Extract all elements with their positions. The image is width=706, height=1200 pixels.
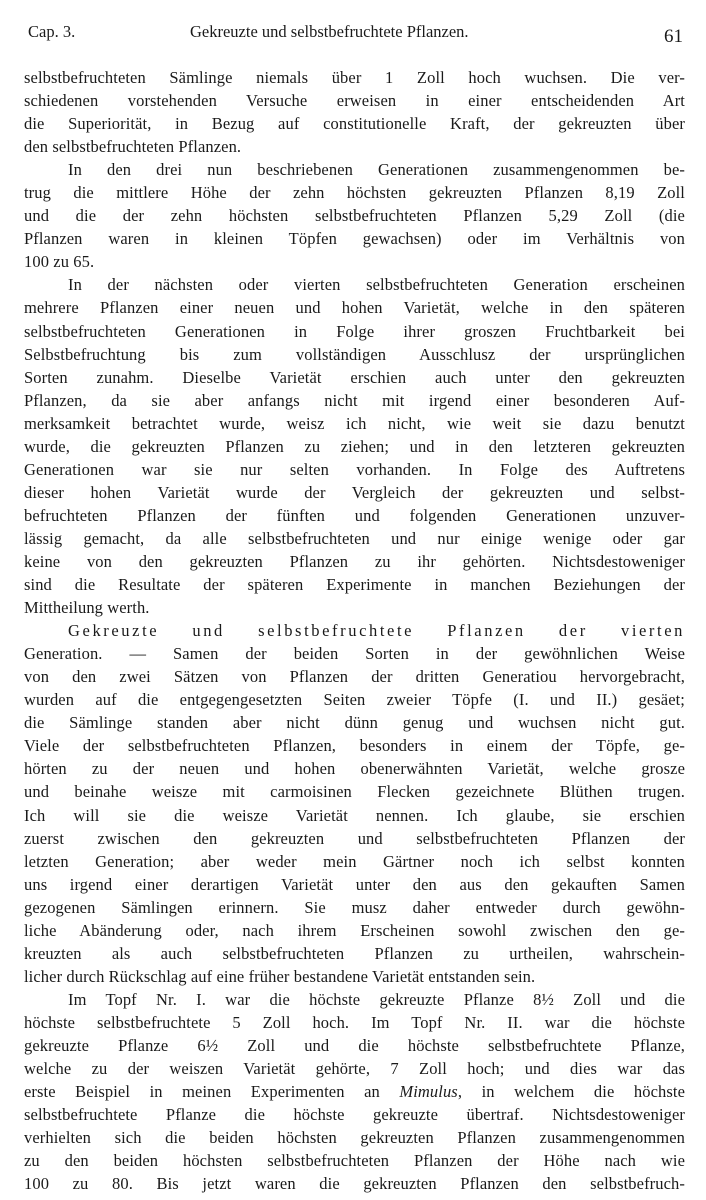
text-line: die Superiorität, in Bezug auf constitutionelle Kraft, der gekreuzten über [24,114,685,134]
chapter-label: Cap. 3. [28,22,76,41]
text-line: wurden auf die entgegengesetzten Seiten zweier Töpfe (I. und II.) gesäet; [24,690,685,710]
text-line: zuerst zwischen den gekreuzten und selbstbefruchteten Pflanzen der [24,828,685,848]
text-line: keine von den gekreuzten Pflanzen zu ihr gehörten. Nichtsdestoweniger [24,551,685,571]
text-line: In der nächsten oder vierten selbstbefruchteten Generation erscheinen [68,275,685,295]
text-line: mehrere Pflanzen einer neuen und hohen Varietät, welche in den späteren [24,298,685,318]
text-line: schiedenen vorstehenden Versuche erweisen in einer entscheidenden Art [24,91,685,111]
text-line: erste Beispiel in meinen Experimenten an Mimulus, in welchem die höchste [24,1082,685,1102]
text-line: selbstbefruchteten Sämlinge niemals über 1 Zoll hoch wuchsen. Die ver- [24,68,685,87]
text-line: trug die mittlere Höhe der zehn höchsten gekreuzten Pflanzen 8,19 Zoll [24,183,685,203]
text-line: den selbstbefruchteten Pflanzen. [24,137,242,157]
text-line: liche Abänderung oder, nach ihrem Erscheinen sowohl zwischen den ge- [24,920,685,940]
text-line: selbstbefruchteten Generationen in Folge ihrer groszen Fruchtbarkeit bei [24,321,685,341]
text-line: Sorten zunahm. Dieselbe Varietät erschien auch unter den gekreuzten [24,367,685,387]
page-number: 61 [664,26,683,47]
text-line: wurde, die gekreuzten Pflanzen zu ziehen; und in den letzteren gekreuzten [24,436,685,456]
text-line: welche zu der weiszen Varietät gehörte, 7 Zoll hoch; und dies war das [24,1059,685,1079]
text-line: merksamkeit betrachtet wurde, weisz ich nicht, wie weit sie dazu benutzt [24,413,685,433]
text-line: Pflanzen, da sie aber anfangs nicht mit irgend einer besonderen Auf- [24,390,685,410]
text-line: Generation. — Samen der beiden Sorten in der gewöhnlichen Weise [24,644,685,664]
text-line: hörten zu der neuen und hohen obenerwähnten Varietät, welche grosze [24,759,685,779]
text-line: gekreuzte Pflanze 6½ Zoll und die höchste selbstbefruchtete Pflanze, [24,1035,685,1055]
italic-term: Mimulus [399,1082,458,1102]
text-line: lässig gemacht, da alle selbstbefruchteten und nur einige wenige oder gar [24,528,685,548]
text-line: Pflanzen waren in kleinen Töpfen gewachsen) oder im Verhältnis von [24,229,685,249]
text-line: letzten Generation; aber weder mein Gärtner noch ich selbst konnten [24,851,685,871]
text-line: Generationen war sie nur selten vorhanden. In Folge des Auftretens [24,459,685,479]
text-line: 100 zu 65. [24,252,95,272]
text-line: Mittheilung werth. [24,598,150,618]
text-line: uns irgend einer derartigen Varietät unter den aus den gekauften Samen [24,874,685,894]
text-line: die Sämlinge standen aber nicht dünn genug und wuchsen nicht gut. [24,713,685,733]
running-header [28,22,683,52]
text-line: dieser hohen Varietät wurde der Vergleich der gekreuzten und selbst- [24,482,685,502]
text-line: sind die Resultate der späteren Experimente in manchen Beziehungen der [24,575,685,595]
text-line: selbstbefruchtete Pflanze die höchste gekreuzte übertraf. Nichtsdestoweniger [24,1105,685,1125]
text-line: befruchteten Pflanzen der fünften und folgenden Generationen unzuver- [24,505,685,525]
text-line: Selbstbefruchtung bis zum vollständigen Ausschlusz der ursprünglichen [24,344,685,364]
text-line: höchste selbstbefruchtete 5 Zoll hoch. Im Topf Nr. II. war die höchste [24,1012,685,1032]
text-line: und beinahe weisze mit carmoisinen Flecken gezeichnete Blüthen trugen. [24,782,685,802]
text-line: Im Topf Nr. I. war die höchste gekreuzte Pflanze 8½ Zoll und die [68,989,685,1009]
text-line: Viele der selbstbefruchteten Pflanzen, besonders in einem der Töpfe, ge- [24,736,685,756]
text-line: gezogenen Sämlingen erinnern. Sie musz daher entweder durch gewöhn- [24,897,685,917]
text-line: verhielten sich die beiden höchsten gekreuzten Pflanzen zusammengenommen [24,1128,685,1148]
text-line: zu den beiden höchsten selbstbefruchteten Pflanzen der Höhe nach wie [24,1151,685,1171]
text-line: licher durch Rückschlag auf eine früher bestandene Varietät entstanden sein. [24,966,536,986]
text-line: In den drei nun beschriebenen Generationen zusammengenommen be- [68,160,685,180]
text-line: von den zwei Sätzen von Pflanzen der dritten Generatiou hervorgebracht, [24,667,685,687]
text-line: kreuzten als auch selbstbefruchteten Pflanzen zu urtheilen, wahrschein- [24,943,685,963]
running-title: Gekreuzte und selbstbefruchtete Pflanzen. [190,22,469,41]
text-line: 100 zu 80. Bis jetzt waren die gekreuzten Pflanzen den selbstbefruch- [24,1174,685,1194]
text-line: und die der zehn höchsten selbstbefruchteten Pflanzen 5,29 Zoll (die [24,206,685,226]
text-line: Gekreuzte und selbstbefruchtete Pflanzen der vierten [68,621,685,641]
text-line: Ich will sie die weisze Varietät nennen. Ich glaube, sie erschien [24,805,685,825]
body-text [24,66,685,1195]
